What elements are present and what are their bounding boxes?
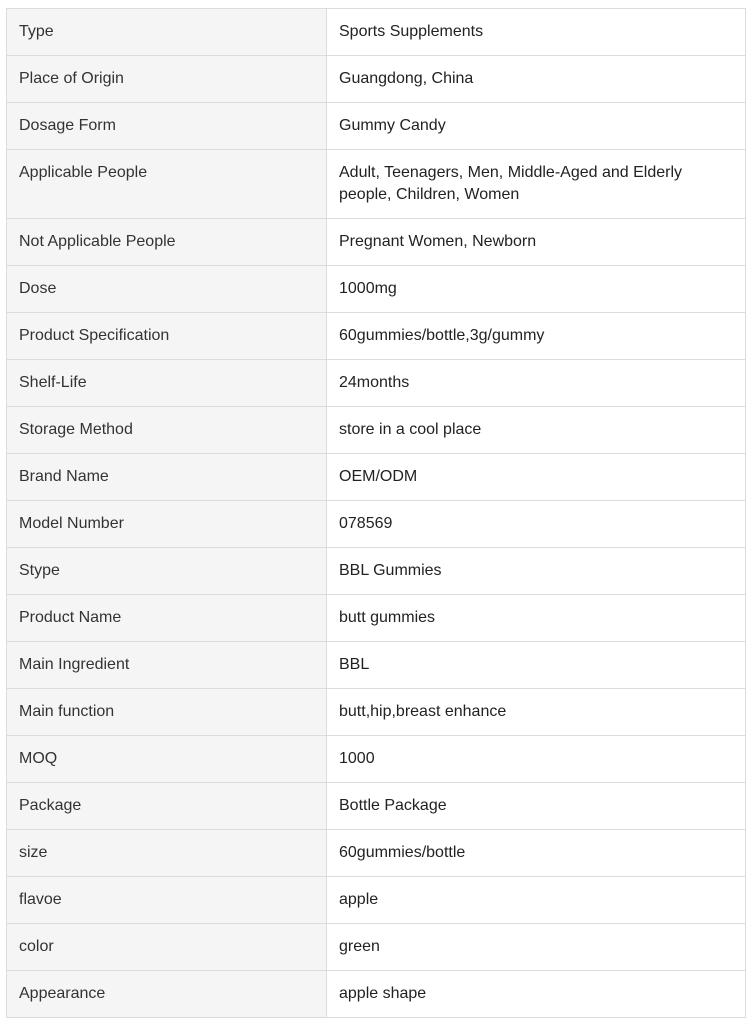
table-row bbox=[7, 9, 746, 56]
spec-value: Bottle Package bbox=[327, 783, 746, 830]
table-row bbox=[7, 971, 746, 1018]
table-row bbox=[7, 642, 746, 689]
spec-value: butt gummies bbox=[327, 595, 746, 642]
spec-value: 60gummies/bottle,3g/gummy bbox=[327, 313, 746, 360]
spec-value: OEM/ODM bbox=[327, 454, 746, 501]
spec-value: BBL bbox=[327, 642, 746, 689]
spec-value: Adult, Teenagers, Men, Middle-Aged and Elderly people, Children, Women bbox=[327, 150, 746, 219]
spec-label: Brand Name bbox=[7, 454, 327, 501]
spec-value: Guangdong, China bbox=[327, 56, 746, 103]
table-row bbox=[7, 783, 746, 830]
spec-value: Sports Supplements bbox=[327, 9, 746, 56]
spec-label: Stype bbox=[7, 548, 327, 595]
spec-label: Main function bbox=[7, 689, 327, 736]
table-row bbox=[7, 219, 746, 266]
spec-label: Dosage Form bbox=[7, 103, 327, 150]
spec-label: Product Name bbox=[7, 595, 327, 642]
spec-label: MOQ bbox=[7, 736, 327, 783]
spec-label: Place of Origin bbox=[7, 56, 327, 103]
spec-value: 078569 bbox=[327, 501, 746, 548]
table-row bbox=[7, 407, 746, 454]
spec-value: apple shape bbox=[327, 971, 746, 1018]
spec-label: color bbox=[7, 924, 327, 971]
spec-value: butt,hip,breast enhance bbox=[327, 689, 746, 736]
table-row bbox=[7, 830, 746, 877]
table-row bbox=[7, 548, 746, 595]
spec-label: size bbox=[7, 830, 327, 877]
spec-value: apple bbox=[327, 877, 746, 924]
spec-value: Gummy Candy bbox=[327, 103, 746, 150]
table-row bbox=[7, 103, 746, 150]
spec-label: Type bbox=[7, 9, 327, 56]
spec-label: Not Applicable People bbox=[7, 219, 327, 266]
table-row bbox=[7, 595, 746, 642]
spec-label: Applicable People bbox=[7, 150, 327, 219]
table-row bbox=[7, 56, 746, 103]
spec-label: Main Ingredient bbox=[7, 642, 327, 689]
spec-label: Shelf-Life bbox=[7, 360, 327, 407]
spec-label: Storage Method bbox=[7, 407, 327, 454]
table-row bbox=[7, 501, 746, 548]
table-row bbox=[7, 313, 746, 360]
table-row bbox=[7, 689, 746, 736]
spec-value: BBL Gummies bbox=[327, 548, 746, 595]
table-row bbox=[7, 736, 746, 783]
spec-value: 60gummies/bottle bbox=[327, 830, 746, 877]
table-row bbox=[7, 266, 746, 313]
spec-value: 1000 bbox=[327, 736, 746, 783]
table-row bbox=[7, 877, 746, 924]
spec-label: Dose bbox=[7, 266, 327, 313]
table-row bbox=[7, 150, 746, 219]
spec-label: Product Specification bbox=[7, 313, 327, 360]
table-row bbox=[7, 924, 746, 971]
spec-value: Pregnant Women, Newborn bbox=[327, 219, 746, 266]
spec-value: 1000mg bbox=[327, 266, 746, 313]
spec-value: store in a cool place bbox=[327, 407, 746, 454]
spec-value: 24months bbox=[327, 360, 746, 407]
spec-label: Package bbox=[7, 783, 327, 830]
table-row bbox=[7, 454, 746, 501]
spec-label: flavoe bbox=[7, 877, 327, 924]
spec-label: Model Number bbox=[7, 501, 327, 548]
product-spec-table bbox=[6, 8, 746, 1018]
spec-value: green bbox=[327, 924, 746, 971]
spec-label: Appearance bbox=[7, 971, 327, 1018]
table-row bbox=[7, 360, 746, 407]
